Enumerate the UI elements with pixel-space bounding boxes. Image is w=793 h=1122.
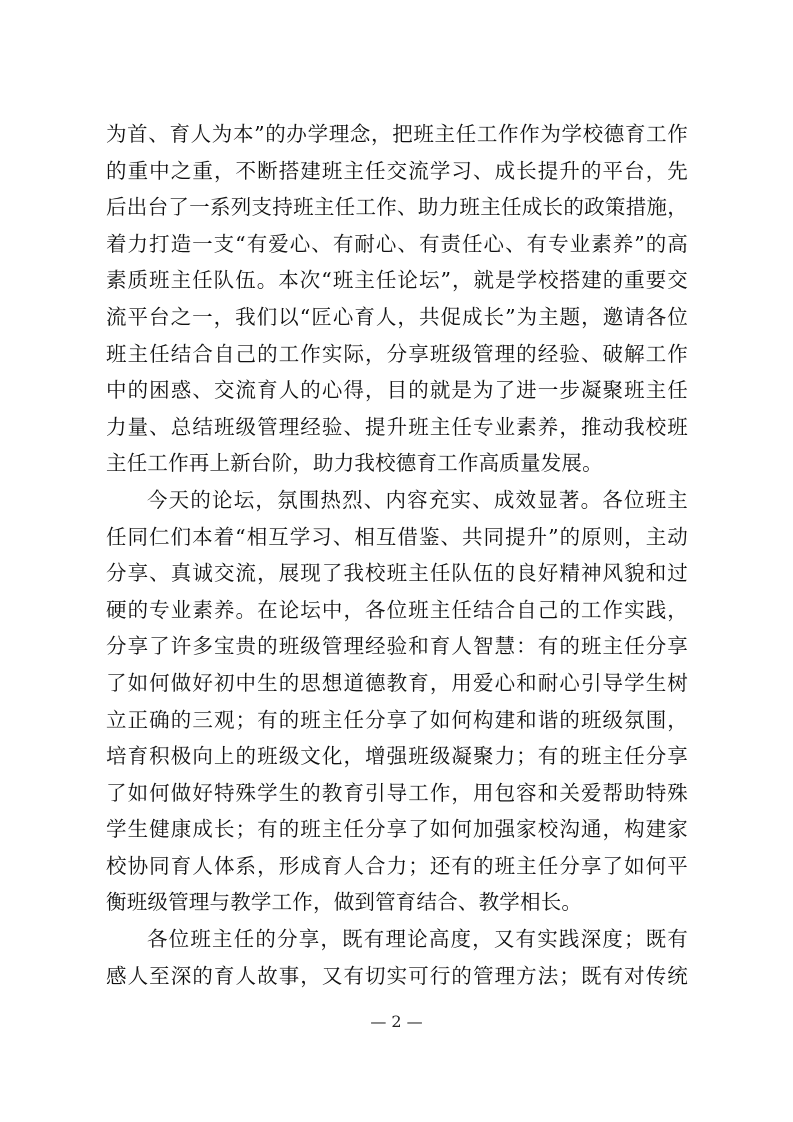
text-line: 今天的论坛，氛围热烈、内容充实、成效显著。各位班主 xyxy=(147,487,688,512)
text-line: 素质班主任队伍。本次“班主任论坛”，就是学校搭建的重要交 xyxy=(106,268,688,293)
text-line: 班主任结合自己的工作实际，分享班级管理的经验、破解工作 xyxy=(106,341,688,366)
text-line: 了如何做好特殊学生的教育引导工作，用包容和关爱帮助特殊 xyxy=(106,780,688,805)
text-line: 硬的专业素养。在论坛中，各位班主任结合自己的工作实践， xyxy=(106,597,688,622)
text-line: 衡班级管理与教学工作，做到管育结合、教学相长。 xyxy=(106,890,583,915)
text-line: 主任工作再上新台阶，助力我校德育工作高质量发展。 xyxy=(106,451,603,476)
text-line: 培育积极向上的班级文化，增强班级凝聚力；有的班主任分享 xyxy=(106,744,688,769)
text-line: 着力打造一支“有爱心、有耐心、有责任心、有专业素养”的高 xyxy=(106,231,688,256)
text-line: 流平台之一，我们以“匠心育人，共促成长”为主题，邀请各位 xyxy=(106,304,688,329)
paragraph-1 xyxy=(106,116,688,482)
text-line: 后出台了一系列支持班主任工作、助力班主任成长的政策措施， xyxy=(106,195,688,220)
text-line: 力量、总结班级管理经验、提升班主任专业素养，推动我校班 xyxy=(106,414,688,439)
text-line: 立正确的三观；有的班主任分享了如何构建和谐的班级氛围， xyxy=(106,707,688,732)
text-line: 各位班主任的分享，既有理论高度，又有实践深度；既有 xyxy=(147,927,688,952)
body-text xyxy=(106,116,688,994)
paragraph-3 xyxy=(106,921,688,994)
text-line: 的重中之重，不断搭建班主任交流学习、成长提升的平台，先 xyxy=(106,158,688,183)
text-line: 任同仁们本着“相互学习、相互借鉴、共同提升”的原则，主动 xyxy=(106,524,688,549)
page-number: — 2 — xyxy=(370,1012,423,1031)
text-line: 感人至深的育人故事，又有切实可行的管理方法；既有对传统 xyxy=(106,963,688,988)
text-line: 分享了许多宝贵的班级管理经验和育人智慧：有的班主任分享 xyxy=(106,634,688,659)
text-line: 为首、育人为本”的办学理念，把班主任工作作为学校德育工作 xyxy=(106,122,688,146)
text-line: 学生健康成长；有的班主任分享了如何加强家校沟通，构建家 xyxy=(106,817,688,842)
paragraph-2 xyxy=(106,482,688,921)
text-line: 了如何做好初中生的思想道德教育，用爱心和耐心引导学生树 xyxy=(106,670,688,695)
text-line: 分享、真诚交流，展现了我校班主任队伍的良好精神风貌和过 xyxy=(106,561,688,586)
text-line: 中的困惑、交流育人的心得，目的就是为了进一步凝聚班主任 xyxy=(106,378,688,403)
text-line: 校协同育人体系，形成育人合力；还有的班主任分享了如何平 xyxy=(106,853,688,878)
